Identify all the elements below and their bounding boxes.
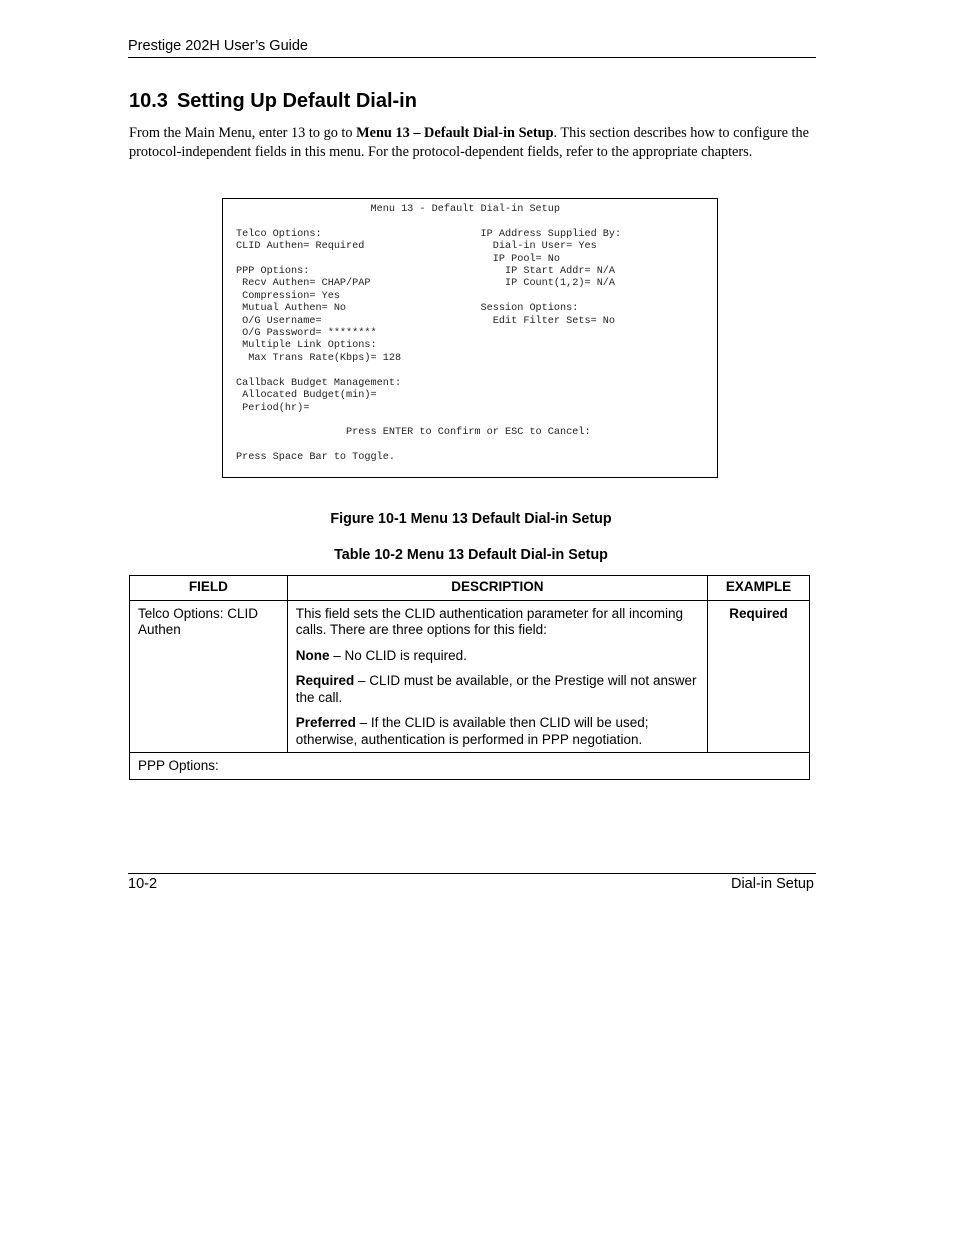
field-cell: Telco Options: CLID Authen	[130, 600, 288, 753]
screen-line: Press Space Bar to Toggle.	[236, 452, 395, 464]
intro-menu-name: Menu 13 – Default Dial-in Setup	[356, 125, 554, 141]
header-description: DESCRIPTION	[287, 576, 707, 601]
ppp-options-row-label: PPP Options:	[130, 753, 810, 780]
figure-caption: Figure 10-1 Menu 13 Default Dial-in Setup	[330, 511, 612, 527]
menu-screen-capture	[222, 198, 718, 478]
screen-line: Period(hr)=	[236, 402, 310, 414]
screen-line: O/G Password= ********	[236, 328, 377, 340]
screen-line: Allocated Budget(min)=	[236, 390, 377, 402]
option-preferred	[296, 715, 699, 748]
page-number: 10-2	[128, 876, 158, 892]
intro-text-1: From the Main Menu, enter 13 to go to	[129, 125, 357, 141]
option-none	[296, 648, 699, 665]
table-row	[130, 600, 810, 753]
intro-text-2: . This section describes how to configure the protocol-independent fields in this menu. For the protocol-dependent fields, refer to the appropriate chapters.	[129, 125, 809, 160]
screen-line: CLID Authen= Required Dial-in User= Yes	[236, 241, 597, 253]
option-preferred-text: – If the CLID is available then CLID will be used; otherwise, authentication is performed in PPP negotiation.	[295, 715, 649, 747]
option-required-text: – CLID must be available, or the Prestige will not answer the call.	[295, 673, 697, 705]
option-none-text: – No CLID is required.	[329, 647, 467, 663]
option-none-term: None	[295, 647, 330, 663]
header-field: FIELD	[130, 576, 288, 601]
intro-paragraph	[129, 124, 819, 161]
screen-line: PPP Options: IP Start Addr= N/A	[236, 266, 616, 278]
option-preferred-term: Preferred	[295, 715, 356, 730]
example-cell: Required	[708, 600, 810, 753]
guide-title: Prestige 202H User’s Guide	[128, 38, 308, 54]
option-required	[296, 673, 699, 706]
description-cell	[287, 600, 707, 753]
chapter-name: Dial-in Setup	[730, 876, 814, 892]
description-intro: This field sets the CLID authentication parameter for all incoming calls. There are three options for this field:	[295, 605, 683, 637]
option-required-term: Required	[295, 673, 355, 688]
menu-screen-text	[236, 204, 621, 465]
table-header-row	[130, 576, 810, 601]
screen-line: Max Trans Rate(Kbps)= 128	[236, 352, 402, 364]
section-number: 10.3	[129, 90, 168, 112]
screen-line: IP Pool= No	[236, 253, 561, 265]
section-heading: Setting Up Default Dial-in	[176, 90, 417, 112]
screen-line: Recv Authen= CHAP/PAP IP Count(1,2)= N/A	[236, 278, 616, 290]
page-header	[128, 38, 816, 58]
header-example: EXAMPLE	[708, 576, 810, 601]
screen-line: Telco Options: IP Address Supplied By:	[236, 228, 622, 240]
page-footer	[128, 873, 816, 892]
table-caption: Table 10-2 Menu 13 Default Dial-in Setup	[334, 547, 608, 563]
section-title	[129, 90, 417, 113]
screen-line: Mutual Authen= No Session Options:	[236, 303, 579, 315]
field-description-table	[129, 575, 810, 780]
screen-line: Multiple Link Options:	[236, 340, 377, 352]
screen-line: Press ENTER to Confirm or ESC to Cancel:	[236, 427, 591, 439]
screen-line: Callback Budget Management:	[236, 377, 402, 389]
screen-line: O/G Username= Edit Filter Sets= No	[236, 315, 616, 327]
screen-line: Compression= Yes	[236, 290, 340, 302]
table-row	[130, 753, 810, 780]
screen-line: Menu 13 - Default Dial-in Setup	[236, 204, 561, 215]
